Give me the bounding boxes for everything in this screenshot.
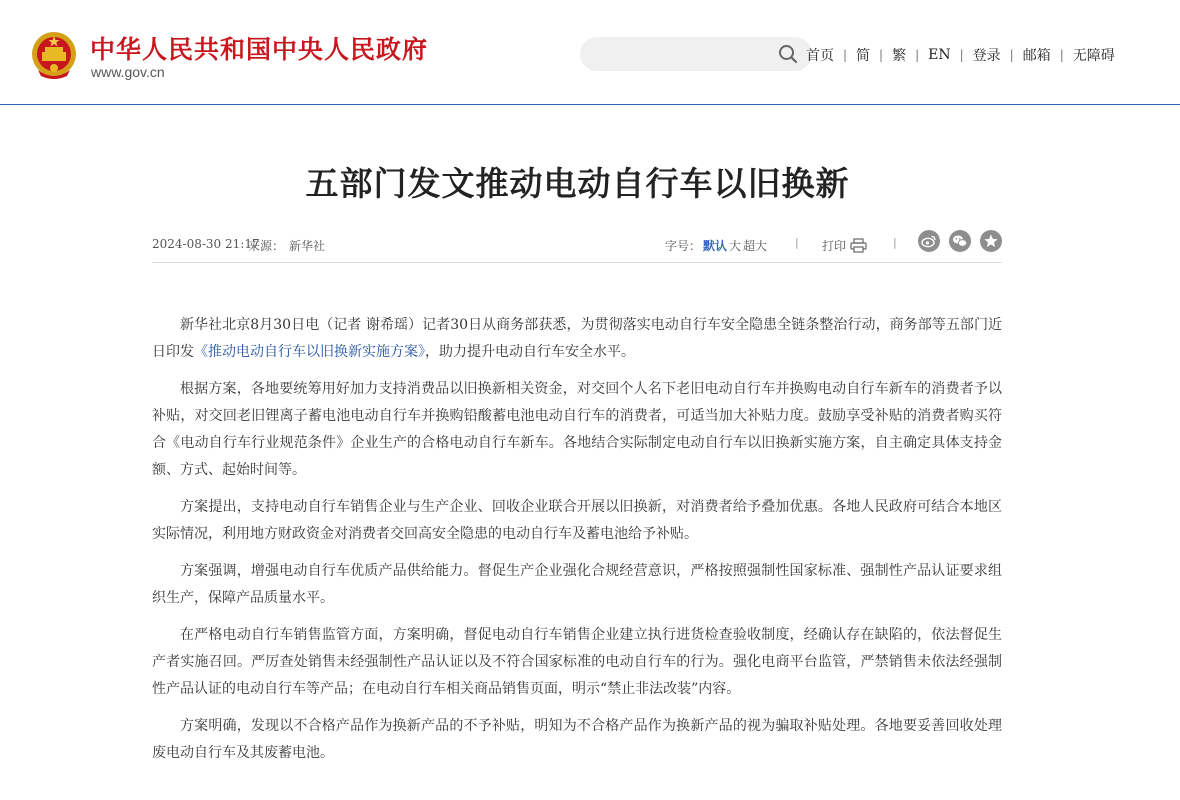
nav-divider: | (1059, 48, 1064, 62)
share-favorite-button[interactable] (980, 230, 1002, 252)
national-emblem-icon[interactable] (30, 30, 78, 80)
share-weibo-button[interactable] (918, 230, 940, 252)
nav-accessibility[interactable]: 无障碍 (1072, 48, 1115, 64)
nav-divider: | (879, 48, 884, 62)
font-size-large[interactable]: 大 (729, 239, 742, 253)
article-paragraph: 方案明确，发现以不合格产品作为换新产品的不予补贴，明知为不合格产品作为换新产品的视为骗取补贴处理。各地要妥善回收处理废电动自行车及其废蓄电池。 (152, 718, 1002, 761)
font-size-xlarge[interactable]: 超大 (743, 239, 768, 253)
nav-login[interactable]: 登录 (972, 48, 1001, 64)
nav-divider: | (959, 48, 964, 62)
print-label: 打印 (822, 239, 847, 253)
article-title: 五部门发文推动电动自行车以旧换新 (305, 164, 850, 203)
print-button[interactable] (822, 237, 867, 254)
article-paragraph: 方案提出，支持电动自行车销售企业与生产企业、回收企业联合开展以旧换新，对消费者给予叠加优惠。各地人民政府可结合本地区实际情况，利用地方财政资金对消费者交回高安全隐患的电动自行车及蓄电池给予补贴。 (152, 499, 1002, 542)
policy-document-link[interactable]: 《推动电动自行车以旧换新实施方案》 (194, 344, 425, 360)
font-size-switcher (665, 237, 767, 254)
search-icon[interactable] (778, 44, 798, 64)
font-size-default[interactable]: 默认 (703, 239, 728, 253)
nav-simplified[interactable]: 简 (856, 48, 871, 64)
printer-icon (850, 238, 867, 253)
nav-divider: | (1009, 48, 1014, 62)
nav-mail[interactable]: 邮箱 (1022, 48, 1051, 64)
article-paragraph: 在严格电动自行车销售监管方面，方案明确，督促电动自行车销售企业建立执行进货检查验收制度，经确认存在缺陷的，依法督促生产者实施召回。严厉查处销售未经强制性产品认证以及不符合国家标准的电动自行车的行为。强化电商平台监管，严禁销售未依法经强制性产品认证的电动自行车等产品；在电动自行车相关商品销售页面，明示“禁止非法改装”内容。 (152, 627, 1002, 697)
paragraph-text: 新华社北京8月30日电（记者 谢希瑶）记者30日从商务部获悉，为贯彻落实电动自行车安全隐患全链条整治行动，商务部等五部门近日印发 (152, 317, 1002, 360)
article-paragraph: 方案强调，增强电动自行车优质产品供给能力。督促生产企业强化合规经营意识，严格按照强制性国家标准、强制性产品认证要求组织生产，保障产品质量水平。 (152, 563, 1002, 606)
search-box (580, 37, 812, 71)
article-paragraph: 根据方案，各地要统筹用好加力支持消费品以旧换新相关资金，对交回个人名下老旧电动自行车并换购电动自行车新车的消费者予以补贴，对交回老旧锂离子蓄电池电动自行车并换购铅酸蓄电池电动自行车的消费者，可适当加大补贴力度。鼓励享受补贴的消费者购买符合《电动自行车行业规范条件》企业生产的合格电动自行车新车。各地结合实际制定电动自行车以旧换新实施方案，自主确定具体支持金额、方式、起始时间等。 (152, 381, 1002, 478)
nav-traditional[interactable]: 繁 (892, 48, 907, 64)
favorite-star-icon (980, 230, 1002, 252)
search-input[interactable] (580, 37, 770, 71)
font-size-label: 字号： (665, 239, 702, 253)
nav-english[interactable]: EN (928, 47, 951, 63)
publish-date: 2024-08-30 21:17 (152, 237, 260, 251)
nav-home[interactable]: 首页 (806, 48, 834, 64)
nav-divider: | (843, 48, 848, 62)
share-wechat-button[interactable] (949, 230, 971, 252)
source-name: 新华社 (289, 239, 326, 253)
top-nav (806, 45, 1115, 65)
wechat-icon (949, 230, 971, 252)
article-meta-bar (152, 228, 1002, 263)
site-header (0, 0, 1180, 105)
nav-divider: | (915, 48, 920, 62)
site-name[interactable]: 中华人民共和国中央人民政府 (90, 35, 429, 64)
source-label: 来源： (248, 239, 285, 253)
weibo-icon (918, 230, 940, 252)
meta-divider: | (795, 236, 799, 249)
article-paragraph (152, 312, 1002, 366)
meta-divider: | (893, 236, 897, 249)
paragraph-text: ，助力提升电动自行车安全水平。 (425, 344, 635, 360)
article-body (152, 312, 1002, 777)
site-url[interactable]: www.gov.cn (91, 64, 165, 80)
